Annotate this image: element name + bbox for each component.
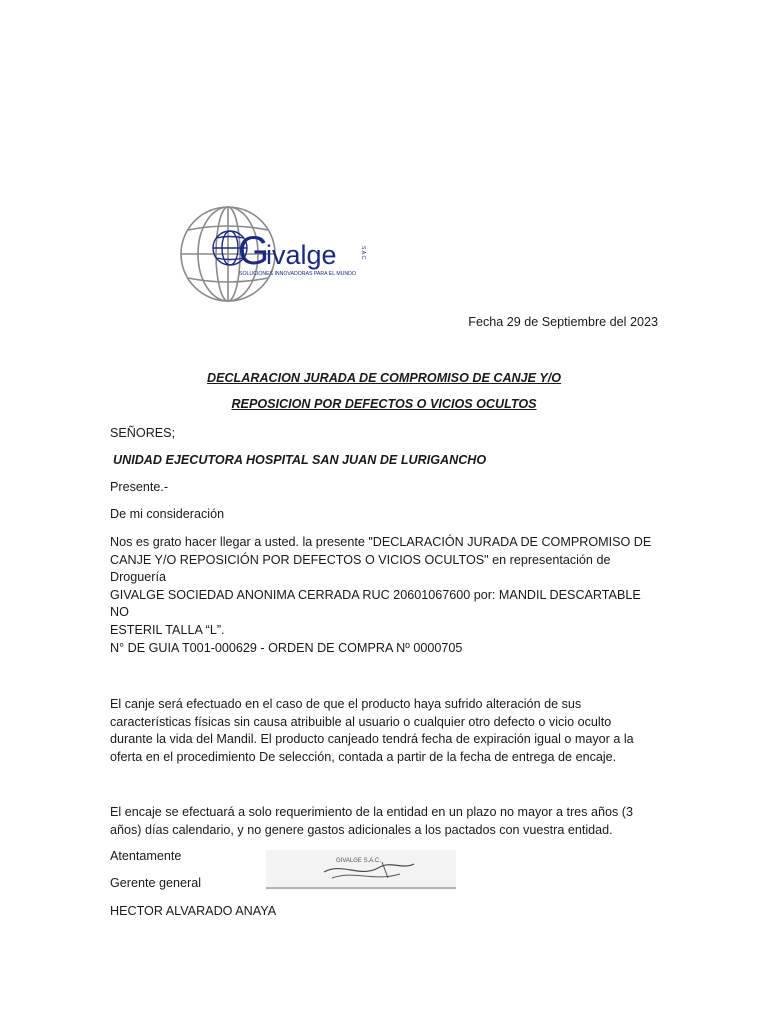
consideracion-line: De mi consideración <box>110 507 225 521</box>
presente-line: Presente.- <box>110 480 169 494</box>
recipient-label: SEÑORES; <box>110 426 176 440</box>
logo-tagline: SOLUCIONES INNOVADORAS PARA EL MUNDO <box>239 271 356 277</box>
signature <box>262 848 460 894</box>
intro-line: CANJE Y/O REPOSICIÓN POR DEFECTOS O VICIOS OCULTOS" en representación de Droguería <box>110 552 611 585</box>
logo-initial: G <box>238 229 270 273</box>
closing-farewell: Atentamente <box>110 849 182 863</box>
intro-line: Nos es grato hacer llegar a usted. la presente "DECLARACIÓN JURADA DE COMPROMISO DE <box>110 535 652 549</box>
stamp-text: GIVALGE S.A.C. <box>336 858 381 864</box>
document-date: Fecha 29 de Septiembre del 2023 <box>468 315 658 329</box>
exchange-line: características físicas sin causa atribuible al usuario o cualquier otro defecto o vicio oculto <box>110 714 612 729</box>
intro-line: GIVALGE SOCIEDAD ANONIMA CERRADA RUC 20601067600 por: MANDIL DESCARTABLE NO <box>110 587 641 620</box>
document-title-line-2: REPOSICION POR DEFECTOS O VICIOS OCULTOS <box>231 397 537 411</box>
term-paragraph <box>110 804 660 839</box>
exchange-paragraph <box>110 696 660 766</box>
logo-suffix: S.A.C. <box>360 246 366 261</box>
exchange-line: El canje será efectuado en el caso de que el producto haya sufrido alteración de sus <box>110 697 582 711</box>
exchange-line: oferta en el procedimiento De selección, contada a partir de la fecha de entrega de encaje. <box>110 749 617 764</box>
guia-line: N° DE GUIA T001-000629 - ORDEN DE COMPRA Nº 0000705 <box>110 641 463 655</box>
signature-icon <box>262 848 460 894</box>
term-line: años) días calendario, y no genere gastos adicionales a los pactados con vuestra entidad. <box>110 822 613 837</box>
document-title-line-1: DECLARACION JURADA DE COMPROMISO DE CANJE Y/O <box>206 371 562 385</box>
signer-name: HECTOR ALVARADO ANAYA <box>110 904 277 918</box>
company-logo <box>178 204 388 304</box>
exchange-line: durante la vida del Mandil. El producto canjeado tendrá fecha de expiración igual o mayor a la <box>110 732 634 747</box>
signer-role: Gerente general <box>110 876 202 890</box>
globe-icon <box>178 204 388 304</box>
term-line: El encaje se efectuará a solo requerimiento de la entidad en un plazo no mayor a tres años (3 <box>110 805 633 819</box>
intro-line: ESTERIL TALLA “L”. <box>110 622 225 637</box>
logo-brand-name: ivalge <box>266 240 337 270</box>
intro-paragraph <box>110 534 660 640</box>
recipient-entity: UNIDAD EJECUTORA HOSPITAL SAN JUAN DE LURIGANCHO <box>113 453 487 467</box>
